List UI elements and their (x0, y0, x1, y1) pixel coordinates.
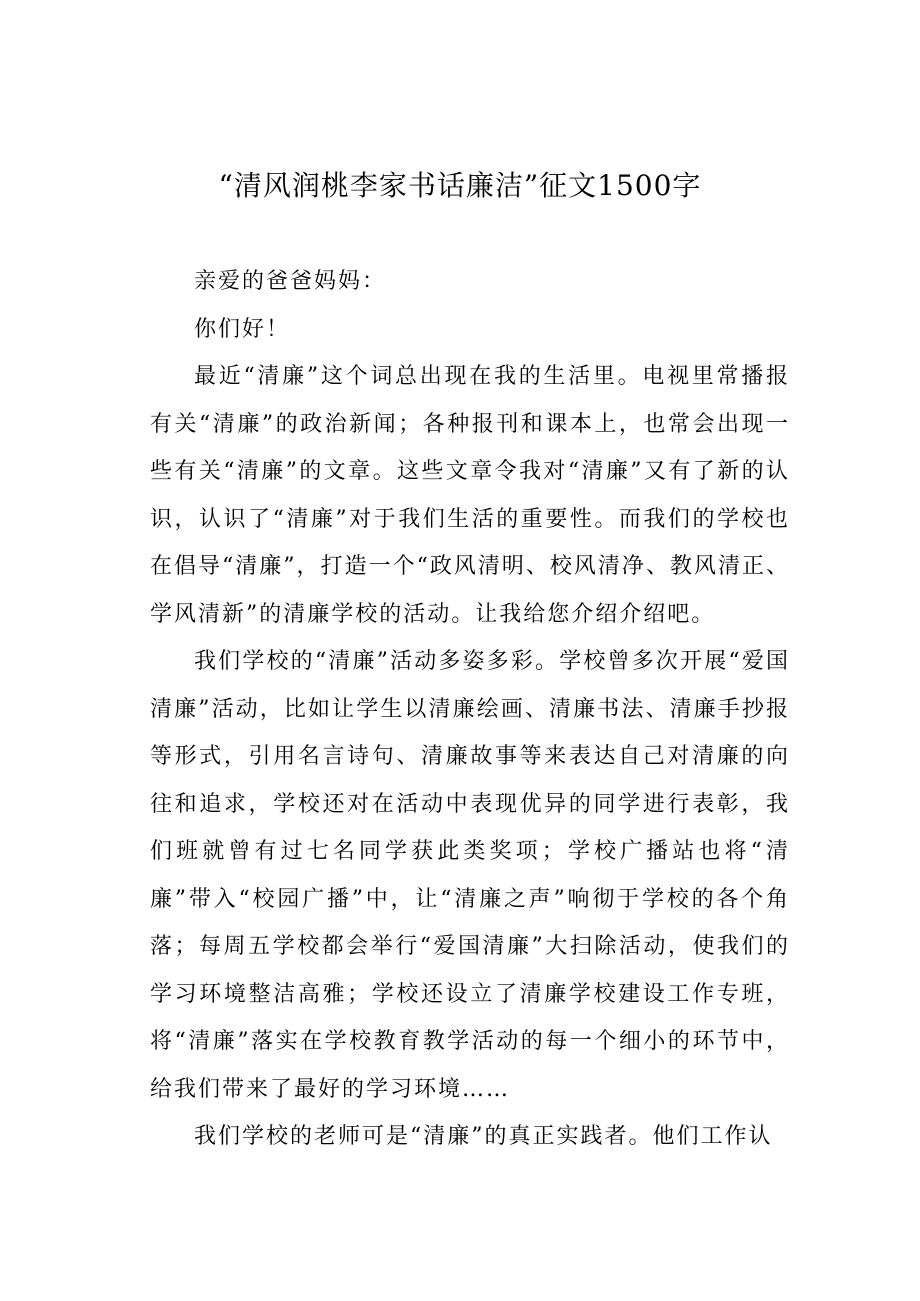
greeting: 你们好！ (194, 316, 291, 342)
paragraph: 我们学校的“清廉”活动多姿多彩。学校曾多次开展“爱国清廉”活动，比如让学生以清廉绘画、清廉书法、清廉手抄报等形式，引用名言诗句、清廉故事等来表达自己对清廉的向往和追求，学校还对在活动中表现优异的同学进行表彰，我们班就曾有过七名同学获此类奖项；学校广播站也将“清廉”带入“校园广播”中，让“清廉之声”响彻于学校的各个角落；每周五学校都会举行“爱国清廉”大扫除活动，使我们的学习环境整洁高雅；学校还设立了清廉学校建设工作专班，将“清廉”落实在学校教育教学活动的每一个细小的环节中，给我们带来了最好的学习环境…… (150, 649, 790, 1102)
paragraph: 最近“清廉”这个词总出现在我的生活里。电视里常播报有关“清廉”的政治新闻；各种报刊和课本上，也常会出现一些有关“清廉”的文章。这些文章令我对“清廉”又有了新的认识，认识了“清廉”对于我们生活的重要性。而我们的学校也在倡导“清廉”，打造一个“政风清明、校风清净、教风清正、学风清新”的清廉学校的活动。让我给您介绍介绍吧。 (150, 364, 790, 627)
document-body (150, 258, 790, 1161)
paragraph: 我们学校的老师可是“清廉”的真正实践者。他们工作认 (194, 1124, 773, 1149)
document-title: “清风润桃李家书话廉洁”征文1500字 (218, 169, 702, 202)
salutation: 亲爱的爸爸妈妈： (194, 269, 387, 294)
